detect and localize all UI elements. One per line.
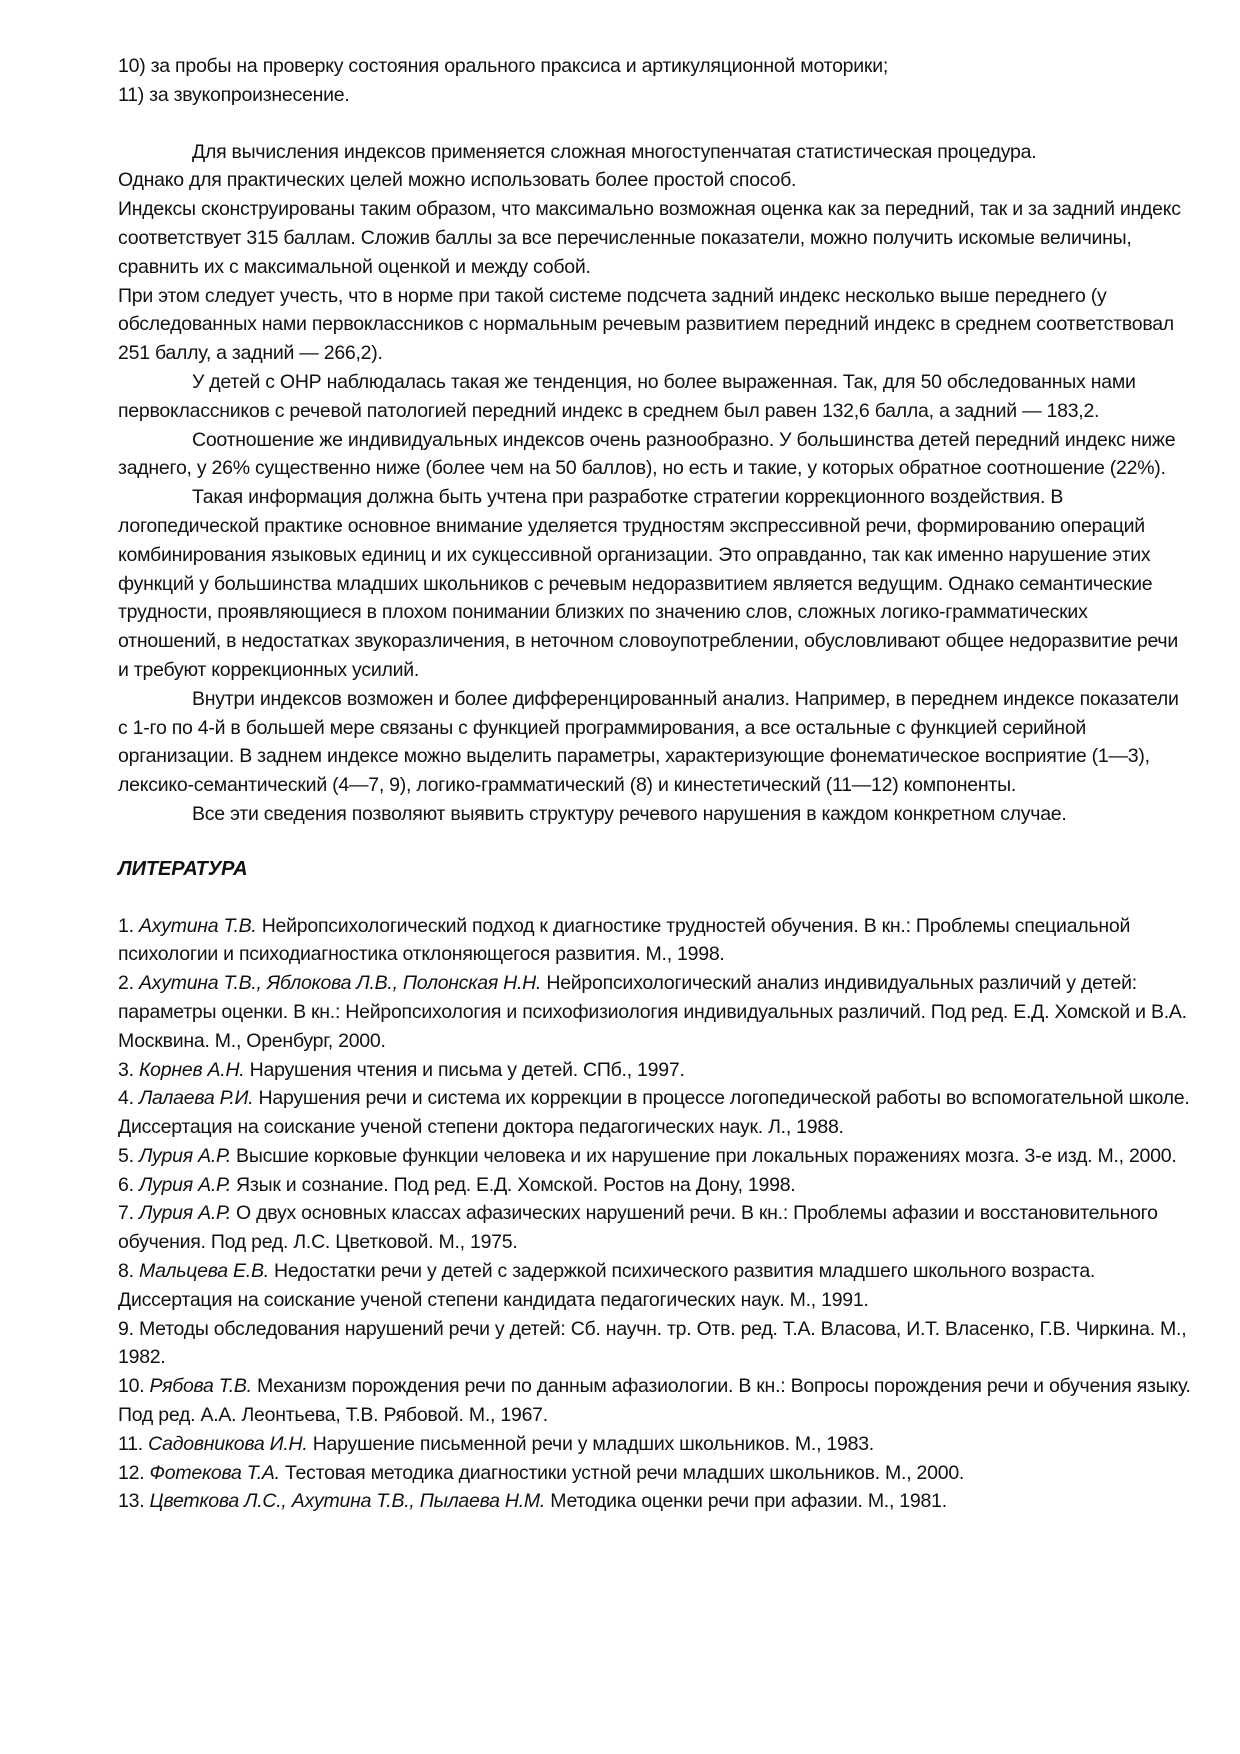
reference-item bbox=[118, 1084, 1192, 1142]
document-page bbox=[118, 52, 1192, 1516]
reference-item bbox=[118, 1199, 1192, 1257]
reference-item bbox=[118, 1142, 1192, 1171]
reference-author: Мальцева Е.В. bbox=[138, 1260, 269, 1283]
paragraph-individual-indices: Соотношение же индивидуальных индексов очень разнообразно. У большинства детей передний индекс ниже заднего, у 26% существенно ниже (более чем на 50 баллов), но есть и такие, у которых обратное соотношение (22%). bbox=[118, 428, 1176, 480]
reference-author: Ахутина Т.В., Яблокова Л.В., Полонская Н.Н. bbox=[138, 972, 542, 995]
reference-text: Нейропсихологический анализ индивидуальных различий у детей: параметры оценки. В кн.: Нейропсихология и психофизиология индивидуальных различий. Под ред. Е.Д. Хомской и В.А. Москвина. М., Оренбург, 2000. bbox=[118, 972, 1187, 1052]
reference-item bbox=[118, 1430, 1192, 1459]
reference-number: 3. bbox=[118, 1058, 139, 1081]
reference-number: 11. bbox=[118, 1432, 149, 1455]
reference-author: Лурия А.Р. bbox=[138, 1173, 231, 1196]
paragraph-index-procedure: Для вычисления индексов применяется сложная многоступенчатая статистическая процедура. bbox=[192, 140, 1037, 163]
reference-number: 1. bbox=[118, 914, 139, 937]
reference-text: Недостатки речи у детей с задержкой психического развития младшего школьного возраста. Диссертация на соискание ученой степени кандидата педагогических наук. М., 1991. bbox=[118, 1260, 1096, 1311]
reference-item bbox=[118, 1372, 1192, 1430]
reference-item bbox=[118, 1315, 1192, 1373]
reference-author: Садовникова И.Н. bbox=[148, 1432, 308, 1455]
reference-item bbox=[118, 1056, 1192, 1085]
reference-item bbox=[118, 1171, 1192, 1200]
reference-number: 9. bbox=[118, 1317, 139, 1340]
reference-author: Лалаева Р.И. bbox=[138, 1087, 254, 1110]
reference-number: 8. bbox=[118, 1260, 139, 1283]
reference-author: Фотекова Т.А. bbox=[149, 1461, 280, 1484]
reference-text: Тестовая методика диагностики устной речи младших школьников. М., 2000. bbox=[279, 1461, 965, 1484]
reference-item bbox=[118, 1487, 1192, 1516]
literature-heading: ЛИТЕРАТУРА bbox=[118, 857, 248, 880]
reference-item bbox=[118, 969, 1192, 1055]
reference-author: Лурия А.Р. bbox=[138, 1202, 231, 1225]
reference-number: 13. bbox=[118, 1490, 150, 1513]
reference-text: О двух основных классах афазических нарушений речи. В кн.: Проблемы афазии и восстановительного обучения. Под ред. Л.С. Цветковой. М., 1975. bbox=[118, 1202, 1158, 1254]
reference-item bbox=[118, 1257, 1192, 1315]
paragraph-differentiated-analysis: Внутри индексов возможен и более дифференцированный анализ. Например, в переднем индексе показатели с 1-го по 4-й в большей мере связаны с функцией программирования, а все остальные с функцией серийной организации. В заднем индексе можно выделить параметры, характеризующие фонематическое восприятие (1—3), лексико-семантический (4—7, 9), логико-грамматический (8) и кинестетический (11—12) компоненты. bbox=[118, 687, 1179, 797]
literature-list bbox=[118, 912, 1192, 1517]
paragraph-norm-comparison: При этом следует учесть, что в норме при такой системе подсчета задний индекс несколько выше переднего (у обследованных нами первоклассников с нормальным речевым развитием передний индекс в среднем соответствовал 251 баллу, а задний — 266,2). bbox=[118, 284, 1174, 365]
reference-number: 2. bbox=[118, 972, 139, 995]
reference-number: 6. bbox=[118, 1173, 139, 1196]
reference-number: 12. bbox=[118, 1461, 150, 1484]
reference-text: Нарушения чтения и письма у детей. СПб., 1997. bbox=[244, 1058, 685, 1081]
reference-author: Рябова Т.В. bbox=[149, 1375, 252, 1398]
paragraph-correction-strategy: Такая информация должна быть учтена при разработке стратегии коррекционного воздействия. В логопедической практике основное внимание уделяется трудностям экспрессивной речи, формированию операций комбинирования языковых единиц и их сукцессивной организации. Это оправданно, так как именно нарушение этих функций у большинства младших школьников с речевым недоразвитием является ведущим. Однако семантические трудности, проявляющиеся в плохом понимании близких по значению слов, сложных логико-грамматических отношений, в недостатках звукоразличения, в неточном словоупотреблении, обусловливают общее недоразвитие речи и требуют коррекционных усилий. bbox=[118, 486, 1178, 681]
paragraph-onr-tendency: У детей с ОНР наблюдалась такая же тенденция, но более выраженная. Так, для 50 обследованных нами первоклассников с речевой патологией передний индекс в среднем был равен 132,6 балла, а задний — 183,2. bbox=[118, 370, 1136, 422]
reference-author: Ахутина Т.В. bbox=[138, 914, 257, 937]
reference-number: 4. bbox=[118, 1087, 139, 1110]
reference-number: 7. bbox=[118, 1202, 139, 1225]
reference-number: 5. bbox=[118, 1144, 139, 1167]
paragraph-index-construction: Индексы сконструированы таким образом, что максимально возможная оценка как за передний, так и за задний индекс соответствует 315 баллам. Сложив баллы за все перечисленные показатели, можно получить искомые величины, сравнить их с максимальной оценкой и между собой. bbox=[118, 198, 1181, 278]
reference-item bbox=[118, 1459, 1192, 1488]
reference-item bbox=[118, 912, 1192, 970]
reference-text: Нейропсихологический подход к диагностике трудностей обучения. В кн.: Проблемы специальной психологии и психодиагностика отклоняющегося развития. М., 1998. bbox=[118, 914, 1131, 966]
paragraph-conclusion: Все эти сведения позволяют выявить структуру речевого нарушения в каждом конкретном случае. bbox=[192, 802, 1067, 825]
list-item-10: 10) за пробы на проверку состояния орального праксиса и артикуляционной моторики; bbox=[118, 55, 889, 77]
list-item-11: 11) за звукопроизнесение. bbox=[118, 83, 350, 106]
reference-number: 10. bbox=[118, 1375, 150, 1398]
reference-text: Нарушение письменной речи у младших школьников. М., 1983. bbox=[307, 1432, 874, 1455]
paragraph-simple-method: Однако для практических целей можно использовать более простой способ. bbox=[118, 169, 797, 192]
reference-author: Лурия А.Р. bbox=[138, 1144, 231, 1167]
reference-author: Цветкова Л.С., Ахутина Т.В., Пылаева Н.М. bbox=[149, 1490, 546, 1513]
reference-author: Корнев А.Н. bbox=[138, 1058, 245, 1081]
reference-text: Методика оценки речи при афазии. М., 1981. bbox=[545, 1490, 947, 1513]
reference-text: Язык и сознание. Под ред. Е.Д. Хомской. Ростов на Дону, 1998. bbox=[230, 1173, 796, 1196]
reference-text: Механизм порождения речи по данным афазиологии. В кн.: Вопросы порождения речи и обучения языку. Под ред. А.А. Леонтьева, Т.В. Рябовой. М., 1967. bbox=[118, 1375, 1191, 1427]
reference-text: Нарушения речи и система их коррекции в процессе логопедической работы во вспомогательной школе. Диссертация на соискание ученой степени доктора педагогических наук. Л., 1988. bbox=[118, 1087, 1190, 1139]
reference-text: Высшие корковые функции человека и их нарушение при локальных поражениях мозга. 3-е изд. М., 2000. bbox=[230, 1144, 1177, 1167]
reference-text: Методы обследования нарушений речи у детей: Сб. научн. тр. Отв. ред. Т.А. Власова, И.Т. Власенко, Г.В. Чиркина. М., 1982. bbox=[118, 1317, 1187, 1369]
